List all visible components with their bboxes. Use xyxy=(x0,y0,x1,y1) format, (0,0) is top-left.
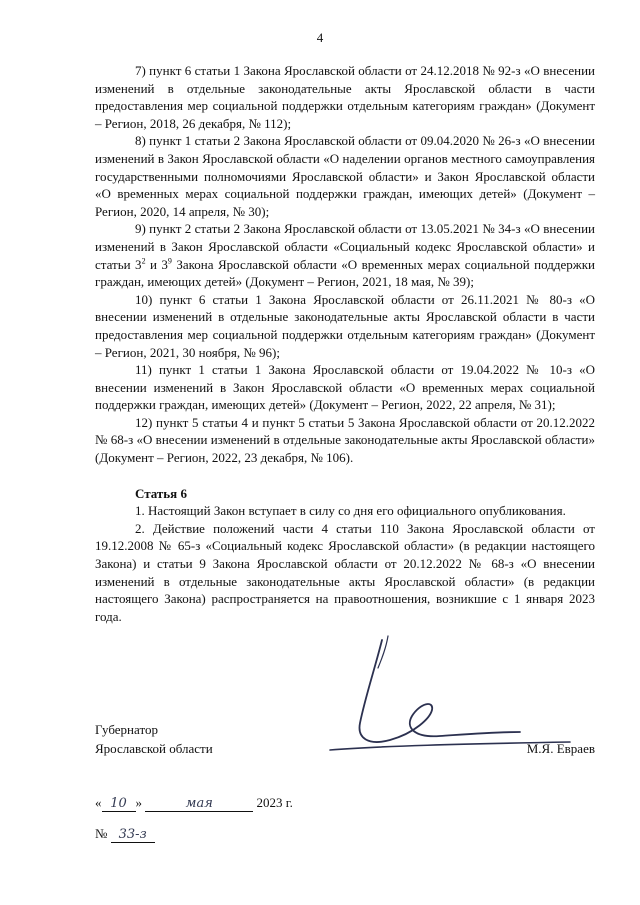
article-point: 1. Настоящий Закон вступает в силу со дня его официального опубликования. xyxy=(135,503,566,519)
article-heading: Статья 6 xyxy=(135,485,187,501)
governor-name: М.Я. Евраев xyxy=(526,741,595,756)
list-item: 10) пункт 6 статьи 1 Закона Ярославской области от 26.11.2021 № 80-з «О внесении изменений в отдельные законодательные акты Ярославской области в части предоставления мер социальной поддержки отдельным категориям граждан» (Документ – Регион, 2021, 30 ноября, № 96); xyxy=(95,291,595,360)
list-item: 11) пункт 1 статьи 1 Закона Ярославской области от 19.04.2022 № 10-з «О внесении изменений в Закон Ярославской области «О временных мерах социальной поддержки граждан, имеющих детей» (Документ – Регион, 2022, 22 апреля, № 31); xyxy=(95,362,595,413)
article-point: 2. Действие положений части 4 статьи 110 Закона Ярославской области от 19.12.2008 № 65-з «Социальный кодекс Ярославской области» (в редакции настоящего Закона) и статьи 9 Закона Ярославской области от 20.12.2022 № 68-з «О внесении изменений в отдельные законодательные акты Ярославской области» (в редакции настоящего Закона) распространяется на правоотношения, возникшие с 1 января 2023 года. xyxy=(95,520,595,624)
number-value: 33-з xyxy=(111,827,155,843)
list-item: 8) пункт 1 статьи 2 Закона Ярославской области от 09.04.2020 № 26-з «О внесении изменений в Закон Ярославской области «О наделении органов местного самоуправления государственными полномочиями Ярославской области» и Закон Ярославской области «О временных мерах социальной поддержки граждан, имеющих детей» (Документ – Регион, 2020, 14 апреля, № 30); xyxy=(95,133,595,219)
list-item-text-after: Закона Ярославской области «О временных мерах социальной поддержки граждан, имеющих детей» (Документ – Регион, 2021, 18 мая, № 39); xyxy=(95,256,595,290)
list-item xyxy=(95,220,595,290)
law-number xyxy=(95,826,155,843)
governor-title-line1: Губернатор xyxy=(95,722,158,737)
list-item: 7) пункт 6 статьи 1 Закона Ярославской области от 24.12.2018 № 92-з «О внесении изменений в отдельные законодательные акты Ярославской области в части предоставления мер социальной поддержки отдельным категориям граждан» (Документ – Регион, 2018, 26 декабря, № 112); xyxy=(95,63,595,131)
governor-title-line2: Ярославской области xyxy=(95,741,213,756)
date-month: мая xyxy=(145,796,253,812)
page-number: 4 xyxy=(316,30,324,45)
document-body xyxy=(95,62,595,625)
list-item-text-middle: и 3 xyxy=(145,256,168,272)
number-prefix: № xyxy=(95,826,108,841)
date-year: 2023 г. xyxy=(256,795,293,810)
signing-date xyxy=(95,795,293,812)
superscript: 9 xyxy=(167,256,172,266)
superscript: 2 xyxy=(141,256,146,266)
list-item-text-before: 9) пункт 2 статьи 2 Закона Ярославской области от 13.05.2021 № 34-з «О внесении изменений в Закон Ярославской области «Социальный кодекс Ярославской области» и статьи 3 xyxy=(95,221,595,272)
date-day: 10 xyxy=(102,796,136,812)
list-item: 12) пункт 5 статьи 4 и пункт 5 статьи 5 Закона Ярославской области от 20.12.2022 № 68-з «О внесении изменений в отдельные законодательные акты Ярославской области» (Документ – Регион, 2022, 23 декабря, № 106). xyxy=(95,414,595,466)
signature-block xyxy=(95,720,595,758)
quote-open: « xyxy=(95,795,102,810)
quote-close: » xyxy=(135,795,142,810)
